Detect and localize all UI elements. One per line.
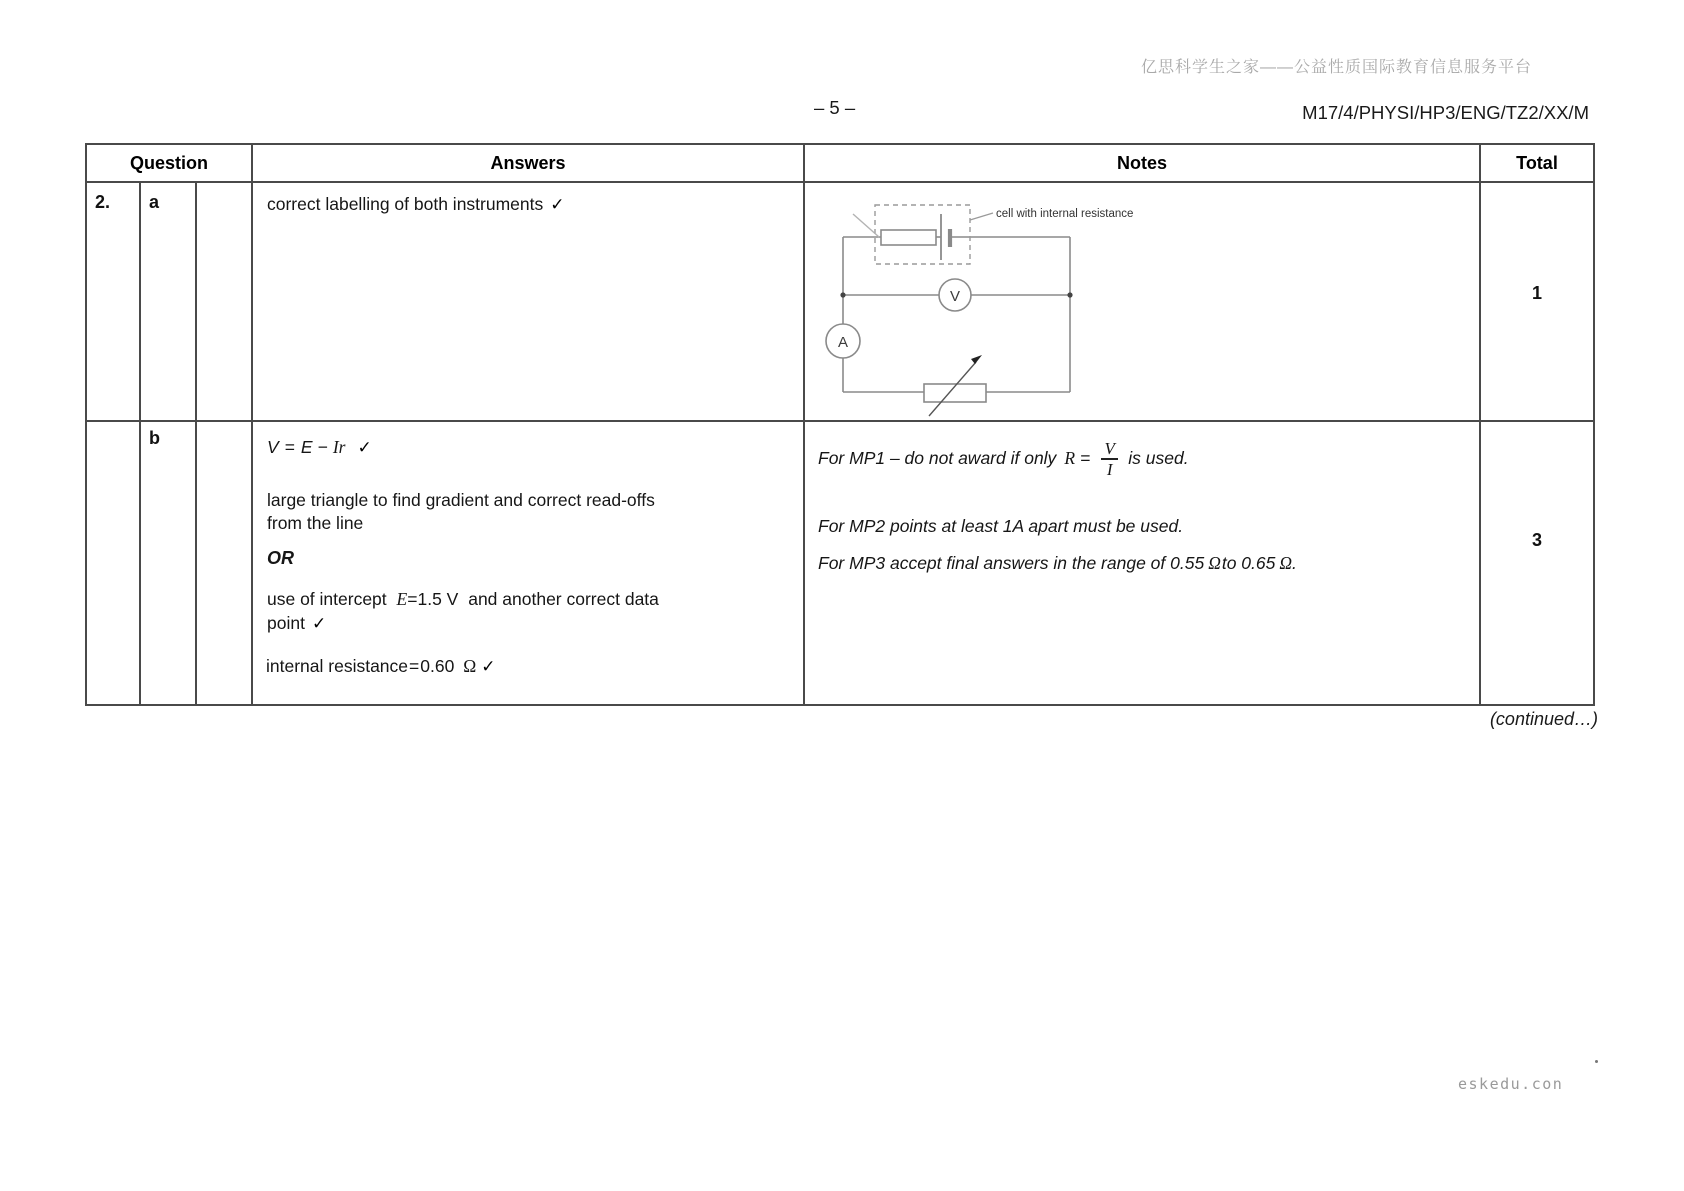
v-over-i-fraction: $\frac{V}{I}$ [1101,440,1118,478]
circuit-diagram [805,183,1481,420]
answer-b-mp3: internal resistance=0.60 Ω ✓ [266,656,496,676]
answer-b-mp2-line2: from the line [267,513,364,533]
stray-dot [1595,1060,1598,1063]
notes-cell-b [805,422,1481,704]
total-b: 3 [1481,422,1593,704]
question-part-a: a [141,183,197,422]
check-icon: ✓ [550,195,565,214]
question-number: 2. [87,183,141,422]
site-watermark-chinese: 亿思科学生之家——公益性质国际教育信息服务平台 [1140,59,1532,76]
page-number: – 5 – [814,97,856,118]
answers-cell-a [253,183,805,422]
cell-label: cell with internal resistance [996,208,1134,220]
answer-b-alt-line2: point ✓ [267,613,327,633]
or-separator: OR [267,548,294,568]
svg-text:A: A [837,334,849,351]
answer-a-markpoint: correct labelling of both instruments ✓ [267,194,565,214]
pointer-line [853,214,879,237]
check-icon: ✓ [481,657,496,676]
check-icon: ✓ [311,614,327,633]
answer-b-mp2-line1: large triangle to find gradient and correct read-offs [267,490,655,510]
check-icon: ✓ [357,437,372,457]
question-subpart-empty-b [197,422,253,704]
label-leader-line [970,213,993,220]
answer-b-alt-line1: use of intercept E=1.5 V and another correct data [267,589,659,609]
question-number-empty-b [87,422,141,704]
note-mp1: For MP1 – do not award if only R = $\frac{V}{I}$ is used. [818,439,1189,479]
column-header-notes: Notes [805,145,1481,183]
paper-code: M17/4/PHYSI/HP3/ENG/TZ2/XX/M [1302,102,1589,123]
svg-text:V: V [949,288,961,305]
answers-cell-b [253,422,805,704]
internal-resistor-symbol [881,230,936,245]
column-header-answers: Answers [253,145,805,183]
markscheme-table [85,143,1595,706]
answer-b-mp1-equation: V = E − Ir ✓ [267,437,372,457]
footer-watermark: eskedu.con [1458,1075,1564,1093]
question-part-b: b [141,422,197,704]
total-a: 1 [1481,183,1593,422]
note-mp3: For MP3 accept final answers in the range of 0.55 Ωto 0.65 Ω. [818,553,1297,573]
notes-cell-a [805,183,1481,422]
column-header-question: Question [87,145,253,183]
column-header-total: Total [1481,145,1593,183]
continued-note: (continued…) [1489,709,1598,729]
question-subpart-empty-a [197,183,253,422]
note-mp2: For MP2 points at least 1A apart must be used. [818,516,1184,536]
